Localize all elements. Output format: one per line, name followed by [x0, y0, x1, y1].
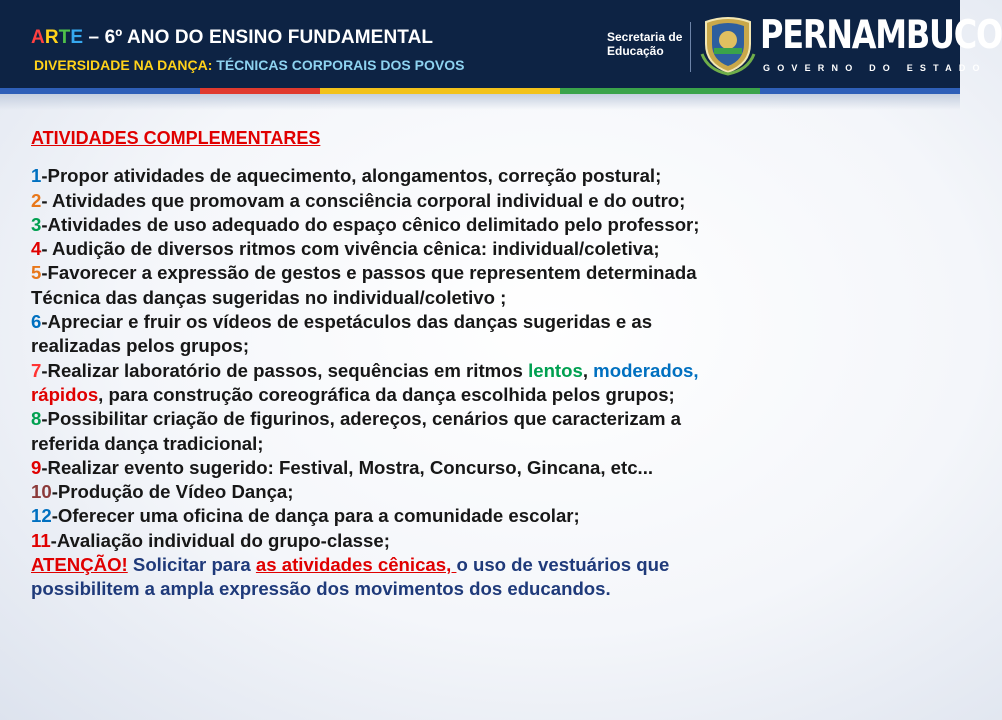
activity-text: -Apreciar e fruir os vídeos de espetáculos das danças sugeridas e as: [41, 311, 653, 333]
activity-text: -Realizar laboratório de passos, sequências em ritmos: [41, 359, 529, 381]
activity-5-cont: Técnica das danças sugeridas no individual/coletivo ;: [31, 286, 507, 308]
activity-number: 3: [31, 213, 42, 235]
slide-header: [0, 0, 1002, 88]
secretaria-label: [607, 30, 682, 58]
activity-9: [31, 456, 931, 480]
activity-5: [31, 261, 931, 285]
slide-subtitle: [34, 57, 464, 73]
activity-text: -Realizar evento sugerido: Festival, Mostra, Concurso, Gincana, etc...: [41, 456, 654, 478]
attention-text-2: o uso de vestuários que: [456, 554, 670, 576]
secretaria-line1: Secretaria de: [607, 30, 683, 44]
activity-11: [31, 529, 931, 553]
activity-text: -Produção de Vídeo Dança;: [51, 481, 294, 503]
title-letter-r: R: [44, 27, 59, 48]
activity-text: - Atividades que promovam a consciência corporal individual e do outro;: [41, 189, 686, 211]
activity-number: 8: [31, 408, 42, 430]
activity-number: 12: [31, 505, 52, 527]
brand-divider: [690, 22, 691, 72]
attention-highlight: as atividades cênicas,: [255, 554, 457, 576]
activity-number: 4: [31, 238, 42, 260]
attention-note-cont: possibilitem a ampla expressão dos movimentos dos educandos.: [31, 578, 611, 600]
section-heading: ATIVIDADES COMPLEMENTARES: [31, 128, 321, 148]
activity-6: [31, 310, 931, 334]
activity-3: [31, 213, 931, 237]
state-seal-icon: [700, 14, 756, 76]
activity-2: [31, 189, 931, 213]
title-letter-t: T: [58, 27, 71, 48]
title-letter-a: A: [31, 27, 45, 48]
attention-note: [31, 553, 931, 577]
activity-number: 2: [31, 189, 42, 211]
activity-text: - Audição de diversos ritmos com vivência cênica: individual/coletiva;: [41, 238, 660, 260]
activity-number: 6: [31, 311, 42, 333]
activities-content: [31, 126, 931, 602]
activity-number: 5: [31, 262, 42, 284]
brand-name: PERNAMBUCO: [760, 13, 1002, 58]
subtitle-theme: DIVERSIDADE NA DANÇA:: [34, 57, 217, 73]
activity-12: [31, 504, 931, 528]
activity-8-cont: referida dança tradicional;: [31, 432, 264, 454]
comma: ,: [582, 359, 594, 381]
activity-number: 1: [31, 165, 42, 187]
activity-number: 11: [31, 529, 51, 551]
activity-1: [31, 164, 931, 188]
rhythm-fast: rápidos: [31, 383, 99, 405]
activity-6-cont: realizadas pelos grupos;: [31, 335, 250, 357]
activity-4: [31, 237, 931, 261]
activity-number: 7: [31, 359, 42, 381]
brand-subtitle: GOVERNO DO ESTADO: [763, 63, 987, 73]
subtitle-topic: TÉCNICAS CORPORAIS DOS POVOS: [216, 57, 465, 73]
activity-number: 10: [31, 481, 52, 503]
activity-8: [31, 407, 931, 431]
activity-text: -Avaliação individual do grupo-classe;: [50, 529, 390, 551]
title-rest: – 6º ANO DO ENSINO FUNDAMENTAL: [83, 27, 434, 48]
activity-text: -Favorecer a expressão de gestos e passos que representem determinada: [41, 262, 697, 284]
title-letter-e: E: [70, 27, 84, 48]
activity-10: [31, 480, 931, 504]
secretaria-line2: Educação: [607, 44, 664, 58]
header-shadow: [0, 94, 960, 110]
activity-text: -Propor atividades de aquecimento, alongamentos, correção postural;: [41, 165, 662, 187]
activity-text: -Possibilitar criação de figurinos, adereços, cenários que caracterizam a: [41, 408, 682, 430]
activity-number: 9: [31, 456, 42, 478]
activity-text: , para construção coreográfica da dança escolhida pelos grupos;: [98, 383, 675, 405]
slide-title: [31, 27, 433, 49]
activity-7-cont: [31, 383, 931, 407]
activity-text: -Oferecer uma oficina de dança para a comunidade escolar;: [51, 505, 580, 527]
activity-text: -Atividades de uso adequado do espaço cênico delimitado pelo professor;: [41, 213, 700, 235]
rhythm-slow: lentos: [528, 359, 583, 381]
activity-7: [31, 359, 931, 383]
attention-label: ATENÇÃO!: [31, 554, 128, 576]
attention-text: Solicitar para: [127, 554, 256, 576]
rhythm-moderate: moderados,: [593, 359, 699, 381]
